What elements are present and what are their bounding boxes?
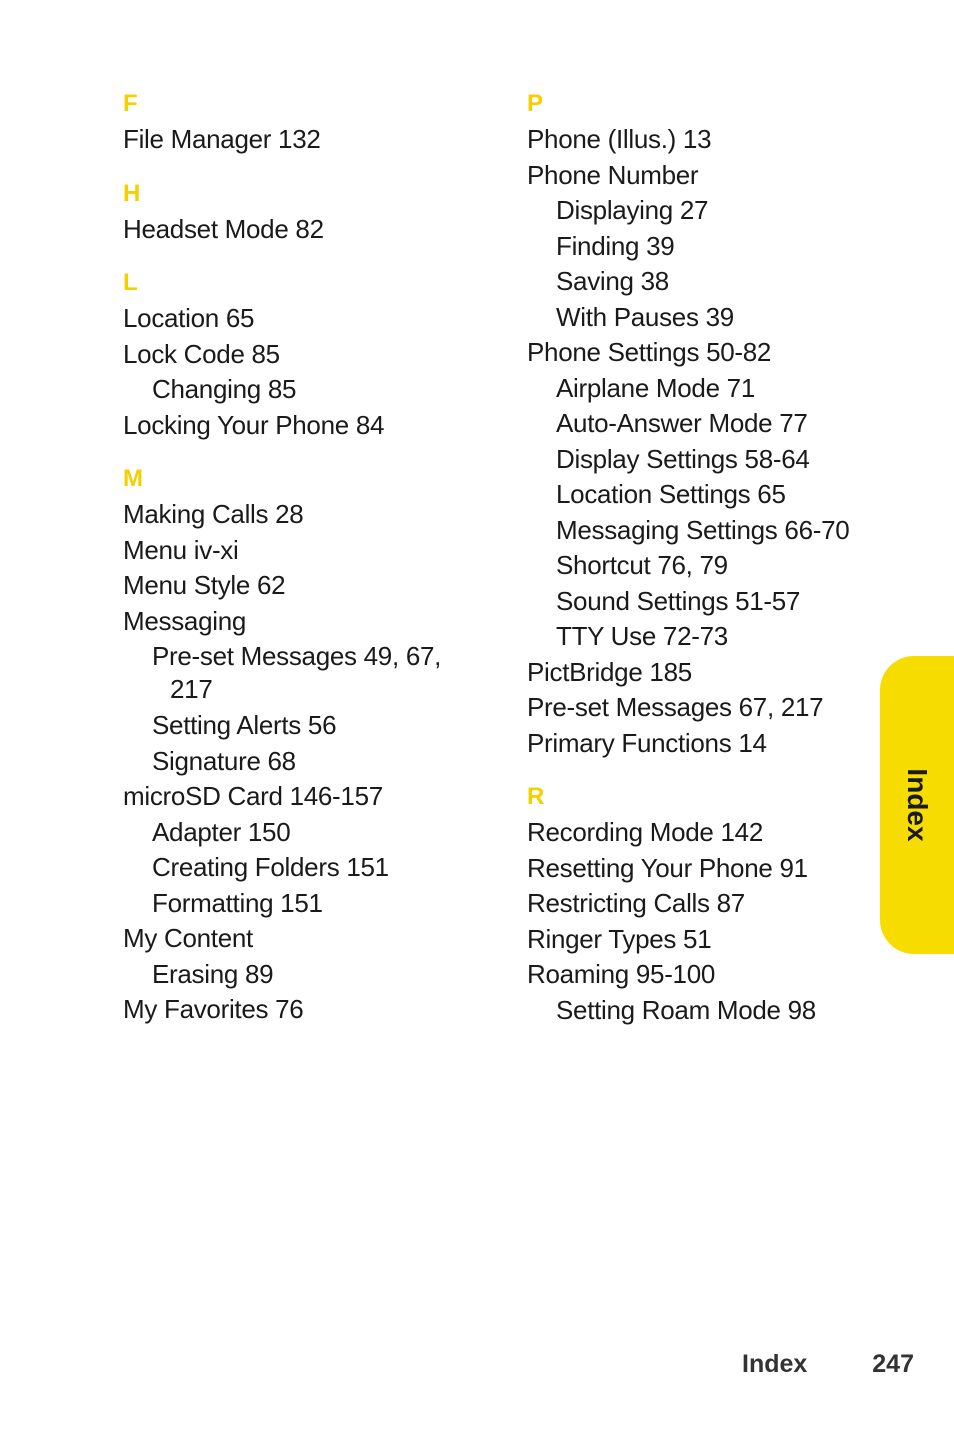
index-subentry: Erasing 89 (152, 958, 274, 989)
index-subentry: Saving 38 (556, 266, 669, 296)
index-subentry: With Pauses 39 (556, 301, 734, 332)
index-subentry: Auto-Answer Mode 77 (556, 408, 808, 438)
index-subentry: Display Settings 58-64 (556, 443, 810, 474)
index-entry: Roaming 95-100 (527, 959, 716, 989)
index-subentry: Signature 68 (152, 745, 296, 776)
index-section-p (527, 86, 872, 761)
index-entry: Restricting Calls 87 (527, 888, 745, 918)
index-entry: File Manager 132 (123, 124, 321, 154)
index-section-f (123, 86, 493, 158)
section-letter: H (123, 179, 141, 207)
section-letter: P (527, 90, 544, 117)
index-entry: Phone Settings 50-82 (527, 337, 772, 367)
index-subentry: Sound Settings 51-57 (556, 585, 801, 616)
page-number: 247 (872, 1350, 914, 1378)
index-entry: Headset Mode 82 (123, 213, 324, 244)
footer-section-label: Index (742, 1350, 808, 1378)
index-entry: Lock Code 85 (123, 338, 280, 369)
index-section-h (123, 176, 493, 248)
index-section-l (123, 265, 493, 443)
section-letter: R (527, 783, 545, 810)
index-entry: Menu Style 62 (123, 570, 286, 600)
index-subentry: Displaying 27 (556, 195, 709, 225)
page-footer (742, 1350, 914, 1379)
index-entry: Locking Your Phone 84 (123, 409, 385, 440)
index-subentry: Setting Alerts 56 (152, 710, 337, 740)
index-subentry: Location Settings 65 (556, 479, 786, 509)
index-subentry: Formatting 151 (152, 887, 323, 918)
index-column-left (123, 86, 493, 1046)
index-entry: Ringer Types 51 (527, 923, 712, 954)
index-entry: Phone (Illus.) 13 (527, 124, 712, 154)
index-side-tab (880, 656, 954, 954)
index-subentry: Messaging Settings 66-70 (556, 514, 850, 545)
index-section-m (123, 461, 493, 1028)
index-subentry: Adapter 150 (152, 816, 291, 847)
index-entry: Making Calls 28 (123, 499, 304, 529)
index-entry: Primary Functions 14 (527, 727, 767, 758)
entry-continuation: 217 (170, 674, 213, 704)
index-subentry: Airplane Mode 71 (556, 372, 755, 403)
section-letter: F (123, 90, 138, 117)
index-entry: Messaging (123, 605, 247, 636)
index-entry: My Favorites 76 (123, 994, 304, 1024)
index-subentry: TTY Use 72-73 (556, 621, 728, 651)
index-subentry: Shortcut 76, 79 (556, 550, 728, 580)
side-tab-label: Index (902, 768, 933, 842)
index-subentry: Changing 85 (152, 374, 297, 404)
index-entry: Recording Mode 142 (527, 817, 763, 847)
index-subentry: Creating Folders 151 (152, 852, 389, 882)
index-entry: Location 65 (123, 303, 255, 333)
index-column-right (527, 86, 872, 1046)
index-entry: Menu iv-xi (123, 534, 239, 565)
index-section-r (527, 779, 872, 1028)
section-letter: M (123, 465, 143, 492)
index-entry: My Content (123, 923, 253, 953)
index-subentry: Setting Roam Mode 98 (556, 994, 816, 1025)
index-subentry: Finding 39 (556, 230, 675, 261)
entry-text: Pre-set Messages 49, 67, (152, 641, 442, 671)
index-entry: Pre-set Messages 67, 217 (527, 692, 824, 722)
index-subentry (123, 639, 493, 708)
index-entry: microSD Card 146-157 (123, 781, 383, 811)
section-letter: L (123, 269, 138, 296)
index-entry: Phone Number (527, 159, 699, 190)
index-entry: Resetting Your Phone 91 (527, 852, 808, 883)
index-entry: PictBridge 185 (527, 656, 692, 687)
